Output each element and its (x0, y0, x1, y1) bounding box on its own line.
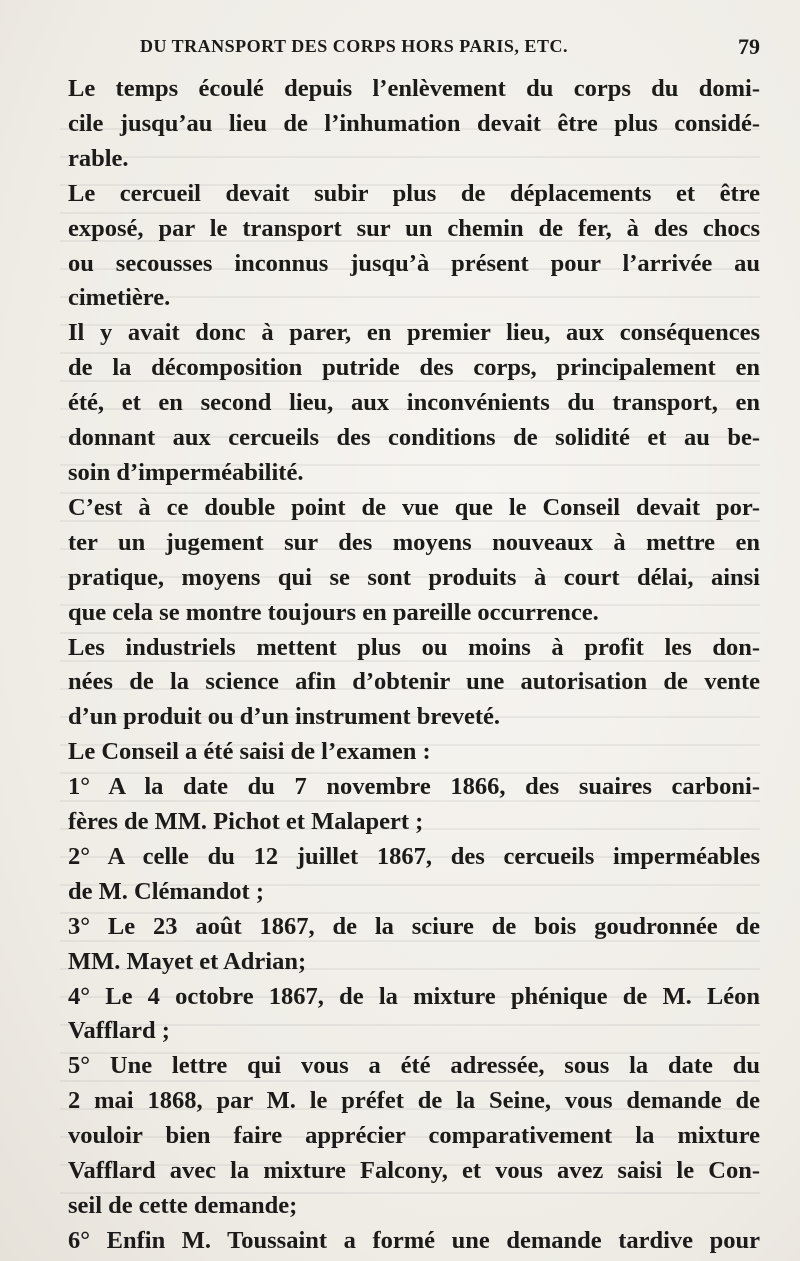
text-line: 1° A la date du 7 novembre 1866, des suaires carboni- (68, 773, 760, 801)
text-line: donnant aux cercueils des conditions de solidité et au be- (68, 424, 760, 452)
paragraph (44, 631, 760, 736)
text-line: que cela se montre toujours en pareille occurrence. (68, 598, 599, 626)
text-line: exposé, par le transport sur un chemin de fer, à des chocs (68, 214, 760, 242)
text-line: 6° Enfin M. Toussaint a formé une demande tardive pour (68, 1226, 760, 1254)
text-line: soin d’imperméabilité. (68, 458, 304, 486)
text-line: ou secousses inconnus jusqu’à présent pour l’arrivée au (68, 249, 760, 277)
paragraph (44, 1049, 760, 1224)
paragraph (44, 910, 760, 980)
text-line: seil de cette demande; (68, 1192, 298, 1219)
text-line: 2° A celle du 12 juillet 1867, des cercueils imperméables (68, 842, 760, 870)
page-header (140, 34, 760, 64)
text-line: de M. Clémandot ; (68, 877, 264, 905)
paragraph (44, 177, 760, 317)
text-line: d’un produit ou d’un instrument breveté. (68, 703, 501, 731)
text-line: 2 mai 1868, par M. le préfet de la Seine, vous demande de (68, 1087, 760, 1115)
text-line: C’est à ce double point de vue que le Conseil devait por- (68, 493, 760, 521)
paragraph (44, 840, 760, 910)
text-line: Il y avait donc à parer, en premier lieu, aux conséquences (68, 319, 760, 347)
text-line: ter un jugement sur des moyens nouveaux à mettre en (68, 528, 760, 556)
page-number: 79 (738, 34, 760, 59)
text-line: vouloir bien faire apprécier comparativement la mixture (68, 1122, 760, 1150)
text-line: Les industriels mettent plus ou moins à profit les don- (68, 633, 760, 661)
paragraph (44, 770, 760, 840)
text-line: Le cercueil devait subir plus de déplacements et être (68, 179, 760, 207)
text-line: fères de MM. Pichot et Malapert ; (68, 808, 424, 836)
paragraph (44, 980, 760, 1050)
paragraph (44, 1224, 760, 1259)
text-line: rable. (68, 144, 129, 172)
text-line: 3° Le 23 août 1867, de la sciure de bois goudronnée de (68, 912, 760, 940)
paragraph (44, 735, 760, 770)
text-line: Vafflard avec la mixture Falcony, et vous avez saisi le Con- (68, 1157, 760, 1185)
body-text (44, 72, 760, 1259)
text-line: 5° Une lettre qui vous a été adressée, sous la date du (68, 1052, 760, 1080)
text-line: nées de la science afin d’obtenir une autorisation de vente (68, 668, 760, 696)
text-line: cimetière. (68, 284, 171, 312)
paragraph (44, 72, 760, 177)
paragraph (44, 316, 760, 491)
text-line: été, et en second lieu, aux inconvénients du transport, en (68, 389, 760, 417)
text-line: de la décomposition putride des corps, principalement en (68, 354, 760, 382)
text-line: cile jusqu’au lieu de l’inhumation devait être plus considé- (68, 109, 760, 137)
text-line: Vafflard ; (68, 1017, 170, 1045)
text-line: MM. Mayet et Adrian; (68, 947, 307, 975)
running-title: DU TRANSPORT DES CORPS HORS PARIS, ETC. (140, 36, 568, 56)
text-line: Le Conseil a été saisi de l’examen : (68, 738, 431, 766)
paragraph (44, 491, 760, 631)
text-line: Le temps écoulé depuis l’enlèvement du corps du domi- (68, 75, 760, 102)
text-line: 4° Le 4 octobre 1867, de la mixture phénique de M. Léon (68, 982, 760, 1010)
text-line: pratique, moyens qui se sont produits à court délai, ainsi (68, 563, 760, 591)
